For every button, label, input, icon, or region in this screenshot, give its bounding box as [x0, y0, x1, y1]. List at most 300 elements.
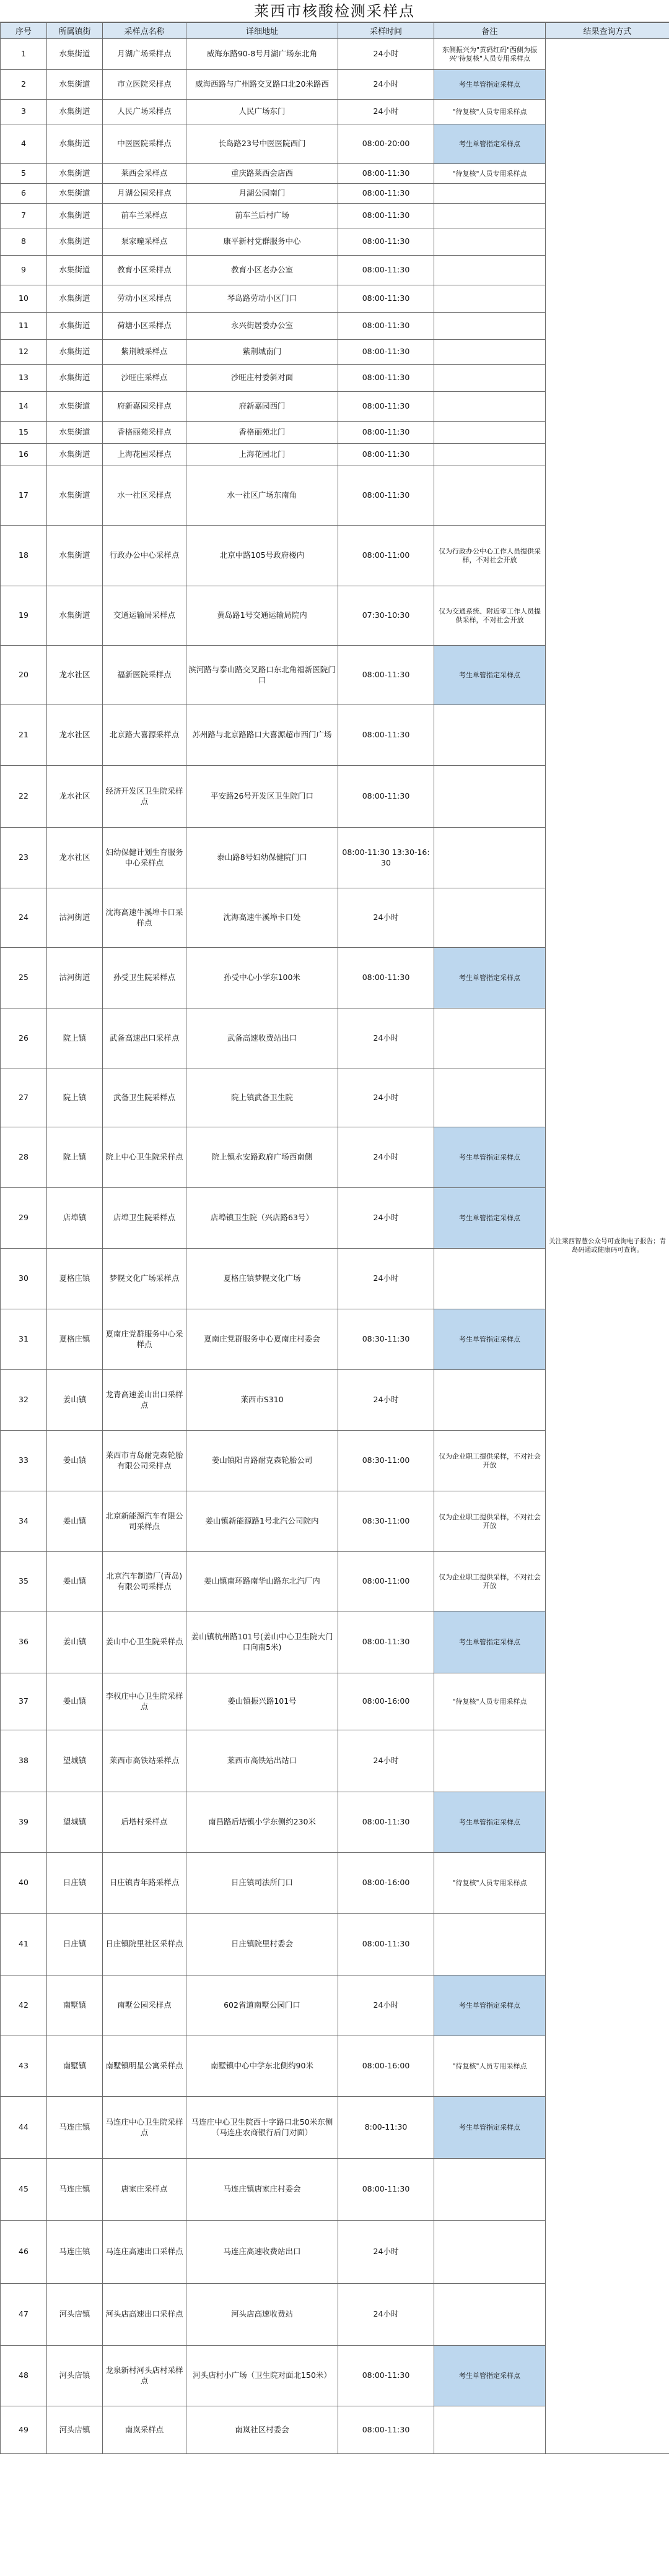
cell-town: 水集街道: [47, 340, 103, 365]
cell-time: 24小时: [338, 70, 434, 100]
cell-note: [434, 392, 546, 422]
cell-note: [434, 1730, 546, 1792]
cell-town: 水集街道: [47, 184, 103, 204]
cell-address: 姜山镇南环路南华山路东北汽厂内: [186, 1552, 338, 1611]
cell-time: 08:00-11:30: [338, 444, 434, 466]
cell-town: 水集街道: [47, 204, 103, 228]
cell-town: 河头店镇: [47, 2346, 103, 2406]
header-note: 备注: [434, 23, 546, 39]
cell-address: 院上镇永安路政府广场西南侧: [186, 1127, 338, 1188]
cell-address: 南岚社区村委会: [186, 2406, 338, 2454]
cell-time: 08:00-11:30: [338, 313, 434, 340]
cell-address: 马连庄高速收费站出口: [186, 2221, 338, 2284]
cell-no: 41: [1, 1914, 47, 1975]
cell-address: 人民广场东门: [186, 100, 338, 124]
cell-time: 24小时: [338, 1975, 434, 2036]
cell-time: 24小时: [338, 1249, 434, 1309]
cell-address: 北京中路105号政府楼内: [186, 526, 338, 586]
cell-time: 08:00-11:30: [338, 1914, 434, 1975]
cell-no: 3: [1, 100, 47, 124]
cell-no: 37: [1, 1673, 47, 1730]
cell-note: "待复核"人员专用采样点: [434, 1673, 546, 1730]
cell-town: 沽河街道: [47, 948, 103, 1008]
cell-note: [434, 466, 546, 526]
cell-time: 24小时: [338, 1188, 434, 1249]
cell-town: 姜山镇: [47, 1491, 103, 1552]
cell-no: 31: [1, 1309, 47, 1370]
cell-town: 夏格庄镇: [47, 1309, 103, 1370]
cell-town: 沽河街道: [47, 888, 103, 948]
cell-town: 夏格庄镇: [47, 1249, 103, 1309]
cell-site-name: 莱西市高铁站采样点: [103, 1730, 186, 1792]
cell-address: 夏格庄镇梦幌文化广场: [186, 1249, 338, 1309]
cell-time: 08:00-20:00: [338, 124, 434, 164]
cell-site-name: 中医医院采样点: [103, 124, 186, 164]
cell-address: 姜山镇阳青路耐克森轮胎公司: [186, 1431, 338, 1491]
cell-site-name: 劳动小区采样点: [103, 285, 186, 313]
cell-no: 38: [1, 1730, 47, 1792]
cell-address: 马连庄中心卫生院西十字路口北50米东侧（马连庄农商银行后门对面）: [186, 2097, 338, 2159]
cell-note: 考生单管指定采样点: [434, 1975, 546, 2036]
cell-town: 水集街道: [47, 365, 103, 392]
cell-no: 16: [1, 444, 47, 466]
cell-site-name: 唐家庄采样点: [103, 2159, 186, 2221]
header-address: 详细地址: [186, 23, 338, 39]
cell-no: 21: [1, 705, 47, 766]
cell-address: 莱西市S310: [186, 1370, 338, 1431]
cell-note: 考生单管指定采样点: [434, 70, 546, 100]
cell-address: 威海西路与广州路交叉路口北20米路西: [186, 70, 338, 100]
cell-no: 12: [1, 340, 47, 365]
cell-site-name: 马连庄高速出口采样点: [103, 2221, 186, 2284]
cell-note: [434, 204, 546, 228]
cell-address: 日庄镇院里村委会: [186, 1914, 338, 1975]
cell-address: 水一社区广场东南角: [186, 466, 338, 526]
cell-address: 府新嘉园西门: [186, 392, 338, 422]
cell-time: 08:00-11:30: [338, 184, 434, 204]
cell-address: 武备高速收费站出口: [186, 1008, 338, 1069]
cell-no: 47: [1, 2284, 47, 2346]
cell-site-name: 夏南庄党群服务中心采样点: [103, 1309, 186, 1370]
cell-town: 水集街道: [47, 228, 103, 256]
cell-town: 河头店镇: [47, 2284, 103, 2346]
cell-site-name: 后塔村采样点: [103, 1792, 186, 1853]
cell-site-name: 马连庄中心卫生院采样点: [103, 2097, 186, 2159]
cell-site-name: 日庄镇院里社区采样点: [103, 1914, 186, 1975]
cell-no: 6: [1, 184, 47, 204]
cell-note: [434, 766, 546, 828]
cell-no: 13: [1, 365, 47, 392]
cell-address: 姜山镇杭州路101号(姜山中心卫生院大门口向南5米): [186, 1611, 338, 1673]
cell-address: 滨河路与泰山路交叉路口东北角福新医院门口: [186, 646, 338, 705]
cell-site-name: 李权庄中心卫生院采样点: [103, 1673, 186, 1730]
cell-time: 24小时: [338, 2221, 434, 2284]
cell-note: [434, 2221, 546, 2284]
cell-address: 黄岛路1号交通运输局院内: [186, 586, 338, 646]
cell-note: [434, 365, 546, 392]
cell-site-name: 经济开发区卫生院采样点: [103, 766, 186, 828]
cell-address: 孙受中心小学东100米: [186, 948, 338, 1008]
cell-town: 院上镇: [47, 1008, 103, 1069]
cell-note: [434, 1914, 546, 1975]
cell-site-name: 院上中心卫生院采样点: [103, 1127, 186, 1188]
cell-time: 24小时: [338, 1127, 434, 1188]
cell-town: 姜山镇: [47, 1552, 103, 1611]
cell-note: [434, 184, 546, 204]
cell-note: 仅为企业职工提供采样，不对社会开放: [434, 1491, 546, 1552]
cell-town: 水集街道: [47, 164, 103, 184]
cell-note: [434, 1069, 546, 1127]
cell-address: 长岛路23号中医医院西门: [186, 124, 338, 164]
cell-site-name: 府新嘉园采样点: [103, 392, 186, 422]
cell-site-name: 沙旺庄采样点: [103, 365, 186, 392]
cell-site-name: 市立医院采样点: [103, 70, 186, 100]
cell-address: 泰山路8号妇幼保健院门口: [186, 828, 338, 888]
cell-no: 29: [1, 1188, 47, 1249]
cell-note: [434, 256, 546, 285]
cell-no: 9: [1, 256, 47, 285]
cell-no: 36: [1, 1611, 47, 1673]
cell-site-name: 水一社区采样点: [103, 466, 186, 526]
header-town: 所属镇街: [47, 23, 103, 39]
cell-time: 08:00-16:00: [338, 1853, 434, 1914]
cell-site-name: 武备高速出口采样点: [103, 1008, 186, 1069]
cell-address: 威海东路90-8号月湖广场东北角: [186, 39, 338, 70]
cell-site-name: 荷塘小区采样点: [103, 313, 186, 340]
cell-town: 龙水社区: [47, 766, 103, 828]
cell-time: 08:00-11:30: [338, 705, 434, 766]
cell-no: 40: [1, 1853, 47, 1914]
cell-time: 24小时: [338, 1370, 434, 1431]
cell-town: 姜山镇: [47, 1611, 103, 1673]
cell-site-name: 莱西会采样点: [103, 164, 186, 184]
table-row: [1, 39, 669, 70]
cell-town: 马连庄镇: [47, 2097, 103, 2159]
cell-town: 南墅镇: [47, 1975, 103, 2036]
cell-time: 08:00-11:30: [338, 228, 434, 256]
cell-address: 日庄镇司法所门口: [186, 1853, 338, 1914]
cell-no: 28: [1, 1127, 47, 1188]
cell-address: 南墅镇中心中学东北侧约90米: [186, 2036, 338, 2097]
cell-address: 苏州路与北京路路口大喜源超市西门广场: [186, 705, 338, 766]
cell-site-name: 沈海高速牛溪埠卡口采样点: [103, 888, 186, 948]
cell-town: 水集街道: [47, 313, 103, 340]
cell-town: 水集街道: [47, 466, 103, 526]
cell-time: 08:00-11:30: [338, 1792, 434, 1853]
cell-no: 30: [1, 1249, 47, 1309]
cell-town: 姜山镇: [47, 1673, 103, 1730]
cell-site-name: 梦幌文化广场采样点: [103, 1249, 186, 1309]
cell-note: [434, 422, 546, 444]
cell-time: 08:00-11:30: [338, 340, 434, 365]
sampling-sites-table: [0, 22, 669, 2454]
header-time: 采样时间: [338, 23, 434, 39]
cell-address: 南昌路后塔镇小学东侧约230米: [186, 1792, 338, 1853]
cell-site-name: 南墅公园采样点: [103, 1975, 186, 2036]
cell-note: [434, 1008, 546, 1069]
cell-no: 17: [1, 466, 47, 526]
cell-no: 34: [1, 1491, 47, 1552]
cell-note: 考生单管指定采样点: [434, 1792, 546, 1853]
cell-time: 08:00-11:30: [338, 766, 434, 828]
page-title: 莱西市核酸检测采样点: [0, 0, 669, 22]
cell-time: 07:30-10:30: [338, 586, 434, 646]
cell-time: 08:00-11:30: [338, 164, 434, 184]
cell-address: 重庆路莱西会店西: [186, 164, 338, 184]
cell-no: 25: [1, 948, 47, 1008]
cell-time: 08:30-11:30: [338, 1309, 434, 1370]
cell-address: 紫荆城南门: [186, 340, 338, 365]
cell-time: 08:00-11:30 13:30-16:30: [338, 828, 434, 888]
cell-note: [434, 340, 546, 365]
cell-time: 08:00-11:30: [338, 392, 434, 422]
cell-note: [434, 444, 546, 466]
cell-site-name: 前车兰采样点: [103, 204, 186, 228]
cell-address: 康平新村党群服务中心: [186, 228, 338, 256]
cell-no: 35: [1, 1552, 47, 1611]
cell-address: 平安路26号开发区卫生院门口: [186, 766, 338, 828]
cell-address: 琴岛路劳动小区门口: [186, 285, 338, 313]
cell-site-name: 武备卫生院采样点: [103, 1069, 186, 1127]
cell-time: 24小时: [338, 888, 434, 948]
cell-site-name: 南岚采样点: [103, 2406, 186, 2454]
cell-time: 24小时: [338, 100, 434, 124]
cell-time: 08:00-11:00: [338, 1552, 434, 1611]
cell-address: 莱西市高铁站出站口: [186, 1730, 338, 1792]
cell-no: 49: [1, 2406, 47, 2454]
cell-time: 08:00-11:30: [338, 948, 434, 1008]
result-query-method: 关注莱西智慧公众号可查询电子报告；青岛码通或健康码可查询。: [546, 39, 669, 2454]
cell-note: 仅为企业职工提供采样，不对社会开放: [434, 1431, 546, 1491]
cell-site-name: 福新医院采样点: [103, 646, 186, 705]
cell-town: 院上镇: [47, 1069, 103, 1127]
cell-town: 马连庄镇: [47, 2159, 103, 2221]
cell-site-name: 上海花园采样点: [103, 444, 186, 466]
cell-time: 08:00-16:00: [338, 2036, 434, 2097]
cell-no: 23: [1, 828, 47, 888]
cell-time: 08:30-11:00: [338, 1431, 434, 1491]
cell-no: 44: [1, 2097, 47, 2159]
cell-note: [434, 2406, 546, 2454]
cell-note: 仅为交通系统、附近零工作人员提供采样，不对社会开放: [434, 586, 546, 646]
cell-site-name: 香格丽苑采样点: [103, 422, 186, 444]
cell-time: 08:00-11:30: [338, 204, 434, 228]
cell-time: 08:00-11:30: [338, 422, 434, 444]
cell-no: 24: [1, 888, 47, 948]
cell-no: 15: [1, 422, 47, 444]
cell-address: 602省道南墅公园门口: [186, 1975, 338, 2036]
cell-no: 46: [1, 2221, 47, 2284]
cell-town: 水集街道: [47, 70, 103, 100]
header-site-name: 采样点名称: [103, 23, 186, 39]
cell-note: 考生单管指定采样点: [434, 124, 546, 164]
cell-no: 20: [1, 646, 47, 705]
cell-note: "待复核"人员专用采样点: [434, 2036, 546, 2097]
cell-time: 08:00-11:30: [338, 2159, 434, 2221]
cell-site-name: 店埠卫生院采样点: [103, 1188, 186, 1249]
cell-note: "待复核"人员专用采样点: [434, 164, 546, 184]
cell-town: 马连庄镇: [47, 2221, 103, 2284]
cell-note: 考生单管指定采样点: [434, 2097, 546, 2159]
cell-site-name: 南墅镇明星公寓采样点: [103, 2036, 186, 2097]
cell-time: 08:00-11:30: [338, 2406, 434, 2454]
cell-address: 沙旺庄村委斜对面: [186, 365, 338, 392]
cell-town: 水集街道: [47, 39, 103, 70]
table-body: [1, 39, 669, 2454]
cell-no: 33: [1, 1431, 47, 1491]
cell-site-name: 龙泉新村河头店村采样点: [103, 2346, 186, 2406]
cell-time: 08:00-11:30: [338, 646, 434, 705]
cell-no: 19: [1, 586, 47, 646]
cell-note: 考生单管指定采样点: [434, 1309, 546, 1370]
cell-town: 姜山镇: [47, 1370, 103, 1431]
cell-address: 夏南庄党群服务中心夏南庄村委会: [186, 1309, 338, 1370]
cell-no: 22: [1, 766, 47, 828]
cell-town: 姜山镇: [47, 1431, 103, 1491]
cell-town: 日庄镇: [47, 1853, 103, 1914]
cell-note: "待复核"人员专用采样点: [434, 100, 546, 124]
cell-address: 永兴街居委办公室: [186, 313, 338, 340]
cell-time: 08:30-11:00: [338, 1491, 434, 1552]
cell-site-name: 北京路大喜源采样点: [103, 705, 186, 766]
cell-site-name: 妇幼保健计划生育服务中心采样点: [103, 828, 186, 888]
cell-no: 48: [1, 2346, 47, 2406]
cell-site-name: 龙青高速姜山出口采样点: [103, 1370, 186, 1431]
cell-address: 河头店村小广场（卫生院对面北150米）: [186, 2346, 338, 2406]
cell-no: 10: [1, 285, 47, 313]
cell-town: 水集街道: [47, 444, 103, 466]
cell-site-name: 紫荆城采样点: [103, 340, 186, 365]
header-result-query: 结果查询方式: [546, 23, 669, 39]
cell-site-name: 教育小区采样点: [103, 256, 186, 285]
cell-town: 望城镇: [47, 1792, 103, 1853]
cell-time: 24小时: [338, 2284, 434, 2346]
cell-town: 龙水社区: [47, 705, 103, 766]
cell-address: 河头店高速收费站: [186, 2284, 338, 2346]
cell-no: 11: [1, 313, 47, 340]
cell-no: 7: [1, 204, 47, 228]
cell-time: 24小时: [338, 1730, 434, 1792]
cell-site-name: 北京新能源汽车有限公司采样点: [103, 1491, 186, 1552]
cell-town: 水集街道: [47, 526, 103, 586]
cell-address: 店埠镇卫生院（兴店路63号）: [186, 1188, 338, 1249]
cell-town: 水集街道: [47, 285, 103, 313]
cell-address: 上海花园北门: [186, 444, 338, 466]
cell-note: [434, 1249, 546, 1309]
cell-address: 香格丽苑北门: [186, 422, 338, 444]
cell-town: 院上镇: [47, 1127, 103, 1188]
cell-time: 08:00-11:30: [338, 2346, 434, 2406]
cell-note: [434, 2284, 546, 2346]
cell-note: 考生单管指定采样点: [434, 948, 546, 1008]
cell-site-name: 姜山中心卫生院采样点: [103, 1611, 186, 1673]
cell-address: 前车兰后村广场: [186, 204, 338, 228]
cell-no: 14: [1, 392, 47, 422]
cell-address: 马连庄镇唐家庄村委会: [186, 2159, 338, 2221]
cell-address: 沈海高速牛溪埠卡口处: [186, 888, 338, 948]
cell-no: 2: [1, 70, 47, 100]
cell-site-name: 日庄镇青年路采样点: [103, 1853, 186, 1914]
table-header-row: [1, 23, 669, 39]
cell-no: 32: [1, 1370, 47, 1431]
cell-note: [434, 1370, 546, 1431]
cell-note: 考生单管指定采样点: [434, 646, 546, 705]
cell-note: "待复核"人员专用采样点: [434, 1853, 546, 1914]
cell-time: 24小时: [338, 39, 434, 70]
cell-no: 39: [1, 1792, 47, 1853]
cell-town: 龙水社区: [47, 828, 103, 888]
cell-note: 仅为行政办公中心工作人员提供采样，不对社会开放: [434, 526, 546, 586]
cell-address: 姜山镇新能源路1号北汽公司院内: [186, 1491, 338, 1552]
cell-note: 考生单管指定采样点: [434, 1188, 546, 1249]
cell-town: 水集街道: [47, 392, 103, 422]
cell-note: [434, 888, 546, 948]
cell-time: 8:00-11:30: [338, 2097, 434, 2159]
cell-note: 考生单管指定采样点: [434, 1127, 546, 1188]
cell-note: [434, 228, 546, 256]
cell-note: [434, 828, 546, 888]
cell-note: [434, 705, 546, 766]
cell-no: 27: [1, 1069, 47, 1127]
cell-note: [434, 2159, 546, 2221]
cell-address: 姜山镇振兴路101号: [186, 1673, 338, 1730]
cell-time: 24小时: [338, 1008, 434, 1069]
cell-town: 水集街道: [47, 586, 103, 646]
cell-address: 月湖公园南门: [186, 184, 338, 204]
cell-site-name: 莱西市青岛耐克森轮胎有限公司采样点: [103, 1431, 186, 1491]
cell-time: 08:00-11:30: [338, 1611, 434, 1673]
cell-town: 日庄镇: [47, 1914, 103, 1975]
cell-no: 5: [1, 164, 47, 184]
cell-note: [434, 285, 546, 313]
cell-no: 45: [1, 2159, 47, 2221]
cell-town: 水集街道: [47, 256, 103, 285]
cell-time: 24小时: [338, 1069, 434, 1127]
cell-no: 18: [1, 526, 47, 586]
cell-note: [434, 313, 546, 340]
cell-note: 考生单管指定采样点: [434, 2346, 546, 2406]
cell-time: 08:00-11:00: [338, 526, 434, 586]
cell-no: 8: [1, 228, 47, 256]
cell-no: 26: [1, 1008, 47, 1069]
cell-site-name: 孙受卫生院采样点: [103, 948, 186, 1008]
cell-site-name: 行政办公中心采样点: [103, 526, 186, 586]
cell-no: 43: [1, 2036, 47, 2097]
cell-time: 08:00-16:00: [338, 1673, 434, 1730]
cell-no: 42: [1, 1975, 47, 2036]
cell-time: 08:00-11:30: [338, 285, 434, 313]
cell-time: 08:00-11:30: [338, 256, 434, 285]
cell-time: 08:00-11:30: [338, 365, 434, 392]
cell-site-name: 月湖广场采样点: [103, 39, 186, 70]
cell-note: 仅为企业职工提供采样，不对社会开放: [434, 1552, 546, 1611]
cell-note: 东侧振兴为"黄码红码"西侧为振兴"待复核"人员专用采样点: [434, 39, 546, 70]
cell-town: 望城镇: [47, 1730, 103, 1792]
cell-site-name: 河头店高速出口采样点: [103, 2284, 186, 2346]
cell-no: 1: [1, 39, 47, 70]
cell-site-name: 交通运输局采样点: [103, 586, 186, 646]
cell-town: 河头店镇: [47, 2406, 103, 2454]
cell-no: 4: [1, 124, 47, 164]
cell-address: 院上镇武备卫生院: [186, 1069, 338, 1127]
cell-town: 龙水社区: [47, 646, 103, 705]
cell-site-name: 北京汽车制造厂(青岛)有限公司采样点: [103, 1552, 186, 1611]
cell-note: 考生单管指定采样点: [434, 1611, 546, 1673]
cell-site-name: 月湖公园采样点: [103, 184, 186, 204]
cell-town: 南墅镇: [47, 2036, 103, 2097]
cell-time: 08:00-11:30: [338, 466, 434, 526]
cell-town: 水集街道: [47, 100, 103, 124]
